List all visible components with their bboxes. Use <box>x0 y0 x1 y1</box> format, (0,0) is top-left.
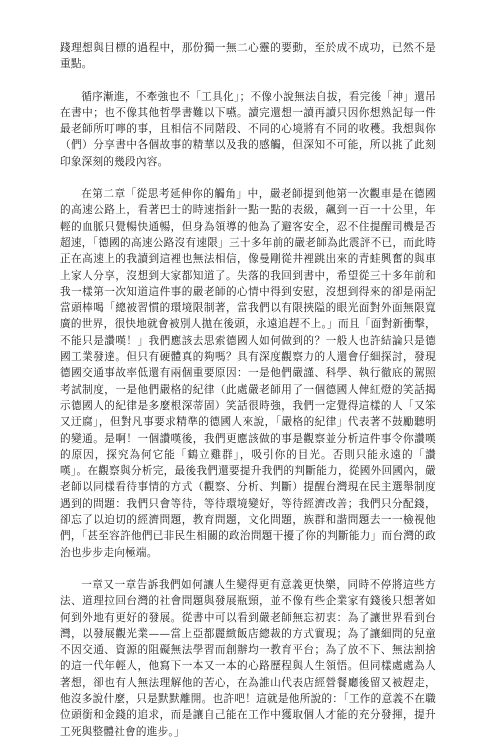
paragraph-2: 循序漸進，不牽強也不「工具化」；不像小說無法自拔，看完後「神」還吊在書中；也不像其他哲學書難以下嚥。讀完還想一讀再讀只因你想熟記每一件最老師所叮嚀的事，且相信不同階段、不同的心境將有不同的收穫。我想與你（們）分享書中各個故事的精華以及我的感觸，但深知不可能，所以挑了此刻印象深刻的幾段內容。 <box>60 90 436 168</box>
paragraph-3: 在第二章「從思考延伸你的觸角」中，嚴老師提到他第一次觀車是在德國的高速公路上，看著巴士的時速指針一點一點的表級，飆到一百一十公里，年輕的血脈只覺暢快通暢，但身為領導的他為了避客安全，忍不住提醒司機是否超速，「德國的高速公路沒有速限」三十多年前的嚴老師為此震評不已，而此時正在高速上的我讀到這裡也無法相信，像曼剛從井裡跳出來的青蛙興奮的與車上家人分享，沒想到大家都知道了。失落的我回到書中，希望從三十多年前和我一樣第一次知道這件事的嚴老師的心情中得到安慰，沒想到得來的卻是兩記當頭棒喝「總被習慣的環境限制著，當我們以有限挾隘的眼光面對外面無限寬廣的世界，很快地就會被別人拋在後頭，永遠追趕不上。」而且「面對新衝擊，不能只是讚嘆！」我們應該去思索德國人如何做到的？一般人也許結論只是德國工業發達。但只有硬體真的夠嗎？具有深度觀察力的人還會仔細探討，發現德國交通事故率低還有兩個重要原因：一是他們嚴謹、科學、執行徹底的駕照考試制度，一是他們嚴格的紀律（此處嚴老師用了一個德國人俾紅燈的笑話揭示德國人的紀律是多麼根深蒂固）笑話很時強，我們一定覺得這樣的人「又笨又迂腐」，但對凡事要求精準的德國人來說，「嚴格的紀律」代表著不鼓勵聽明的變通。是啊！一個讚嘆後，我們更應該做的事是觀察並分析這件事令你讚嘆的原因，探究為何它能「鶴立雞群」，吸引你的目光。否則只能永遠的「讚嘆」。在觀察與分析完，最後我們還要提升我們的判斷能力，從國外回國內，嚴老師以同樣看待事情的方式（觀察、分析、判斷）提醒台灣現在民主選舉制度遇到的問題：我們只會等待，等待環境變好，等待經濟改善；我們只分配錢，卻忘了以迫切的經濟問題，教育問題，文化問題，族群和諧問題去一一檢視他們，「甚至容許他們已非民生相關的政治問題干擾了你的判斷能力」而台灣的政治也步步走向極端。 <box>60 188 436 559</box>
paragraph-1-continuation: 踐理想與目標的過程中，那份獨一無二心靈的要動，至於成不成功，已然不是重點。 <box>60 42 436 71</box>
paragraph-4: 一章又一章告訴我們如何讓人生變得更有意義更快樂，同時不停將這些方法、道理拉回台灣的社會問題與發展瓶頸，並不像有些企業家有錢後只想著如何到外地有更好的發展。從書中可以看到嚴老師無忘初衷：為了讓世界看到台灣，以發展觀光業——當上亞都麗緻飯店總裁的方式實現；為了讓細問的兒童不因交通、資源的阻礙無法學習而創辦均一教育平台；為了放不下、無法割捨的這一代年輕人，他寫下一本又一本的心路歷程與人生領悟。但同樣處處為人著想，卻也有人無法理解他的苦心，在為誰山代表店經營餐廳後留又被趕走，他沒多說什麼，只是默默離開。也許吧！這就是他所說的：「工作的意義不在職位頭銜和金錢的追求，而是讓自己能在工作中獲取個人才能的充分發揮，提升工死與整體社會的進步。」 <box>60 578 436 738</box>
